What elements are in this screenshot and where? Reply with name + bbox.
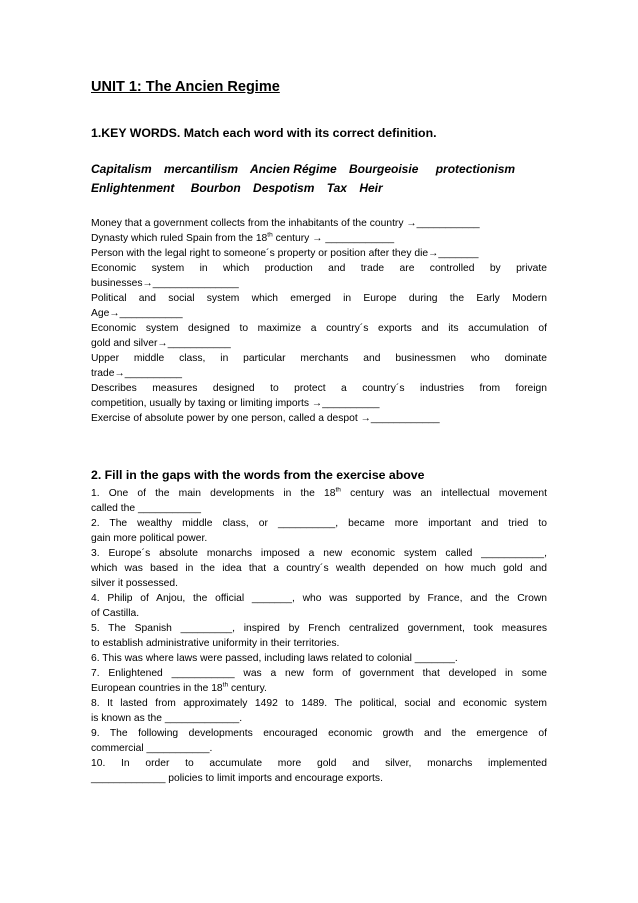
question-text: 1. One of the main developments in the 18 [91,488,336,499]
question-line: to establish administrative uniformity in their territories. [91,638,340,649]
superscript: th [335,486,341,494]
page-title: UNIT 1: The Ancien Regime [91,79,280,95]
definition-line: Money that a government collects from the inhabitants of the country →___________ [91,218,480,229]
definition-line [91,231,547,246]
question-line: called the ___________ [91,503,201,514]
question-line: 7. Enlightened ___________ was a new form of government that developed in some [91,668,547,679]
definition-line: Person with the legal right to someone´s property or position after they die→_______ [91,248,479,259]
question-line: commercial ___________. [91,743,213,754]
word-bank-item: Heir [359,181,383,195]
definition-line: Age→___________ [91,308,183,319]
question-line: _____________ policies to limit imports and encourage exports. [91,773,383,784]
question-text: century was an intellectual movement [340,488,547,499]
word-bank-item: mercantilism [164,162,239,176]
definition-line: gold and silver→___________ [91,338,231,349]
question-line: 3. Europe´s absolute monarchs imposed a new economic system called ___________, [91,548,547,559]
question-line: silver it possessed. [91,578,178,589]
section2-heading: 2. Fill in the gaps with the words from the exercise above [91,468,425,482]
question-line: of Castilla. [91,608,140,619]
question-line: 2. The wealthy middle class, or __________, became more important and tried to [91,518,547,529]
word-bank-item: Bourgeoisie [349,162,419,176]
word-bank-item: Bourbon [190,181,241,195]
question-line: 10. In order to accumulate more gold and silver, monarchs implemented [91,758,547,769]
definition-line: Political and social system which emerged in Europe during the Early Modern [91,293,547,304]
word-bank-item: Ancien Régime [249,162,337,176]
superscript: th [267,231,273,239]
word-bank-line-2 [91,179,547,198]
question-line: 6. This was where laws were passed, including laws related to colonial _______. [91,653,458,664]
question-text: century. [228,683,267,694]
word-bank-item: Capitalism [91,162,152,176]
definition-line: trade→__________ [91,368,183,379]
question-line: 4. Philip of Anjou, the official _______, who was supported by France, and the Crown [91,593,547,604]
question-line: gain more political power. [91,533,208,544]
fill-in-gaps-list [91,486,547,786]
definition-line: businesses→_______________ [91,278,239,289]
word-bank-item: protectionism [435,162,516,176]
definition-text: century → ____________ [272,233,395,244]
definition-line: Upper middle class, in particular merchants and businessmen who dominate [91,353,547,364]
question-line: 5. The Spanish _________, inspired by French centralized government, took measures [91,623,547,634]
word-bank-item: Enlightenment [91,181,175,195]
question-text: European countries in the 18 [91,683,223,694]
superscript: th [222,681,229,689]
definitions-list [91,216,547,426]
word-bank-item: Despotism [253,181,315,195]
definition-line: competition, usually by taxing or limiting imports →__________ [91,398,380,409]
section1-heading: 1.KEY WORDS. Match each word with its correct definition. [91,126,437,140]
definition-line: Describes measures designed to protect a country´s industries from foreign [91,383,547,394]
word-bank [91,160,547,198]
question-line: 9. The following developments encouraged economic growth and the emergence of [91,728,547,739]
question-line: which was based in the idea that a country´s wealth depended on how much gold and [91,563,547,574]
question-line [91,681,547,696]
definition-line: Economic system designed to maximize a country´s exports and its accumulation of [91,323,547,334]
word-bank-line-1 [91,160,547,179]
definition-line: Economic system in which production and trade are controlled by private [91,263,547,274]
question-line: is known as the _____________. [91,713,243,724]
question-line [91,486,547,501]
definition-text: Dynasty which ruled Spain from the 18 [91,233,268,244]
word-bank-item: Tax [326,181,347,195]
question-line: 8. It lasted from approximately 1492 to 1489. The political, social and economic system [91,698,547,709]
definition-line: Exercise of absolute power by one person, called a despot →____________ [91,413,440,424]
